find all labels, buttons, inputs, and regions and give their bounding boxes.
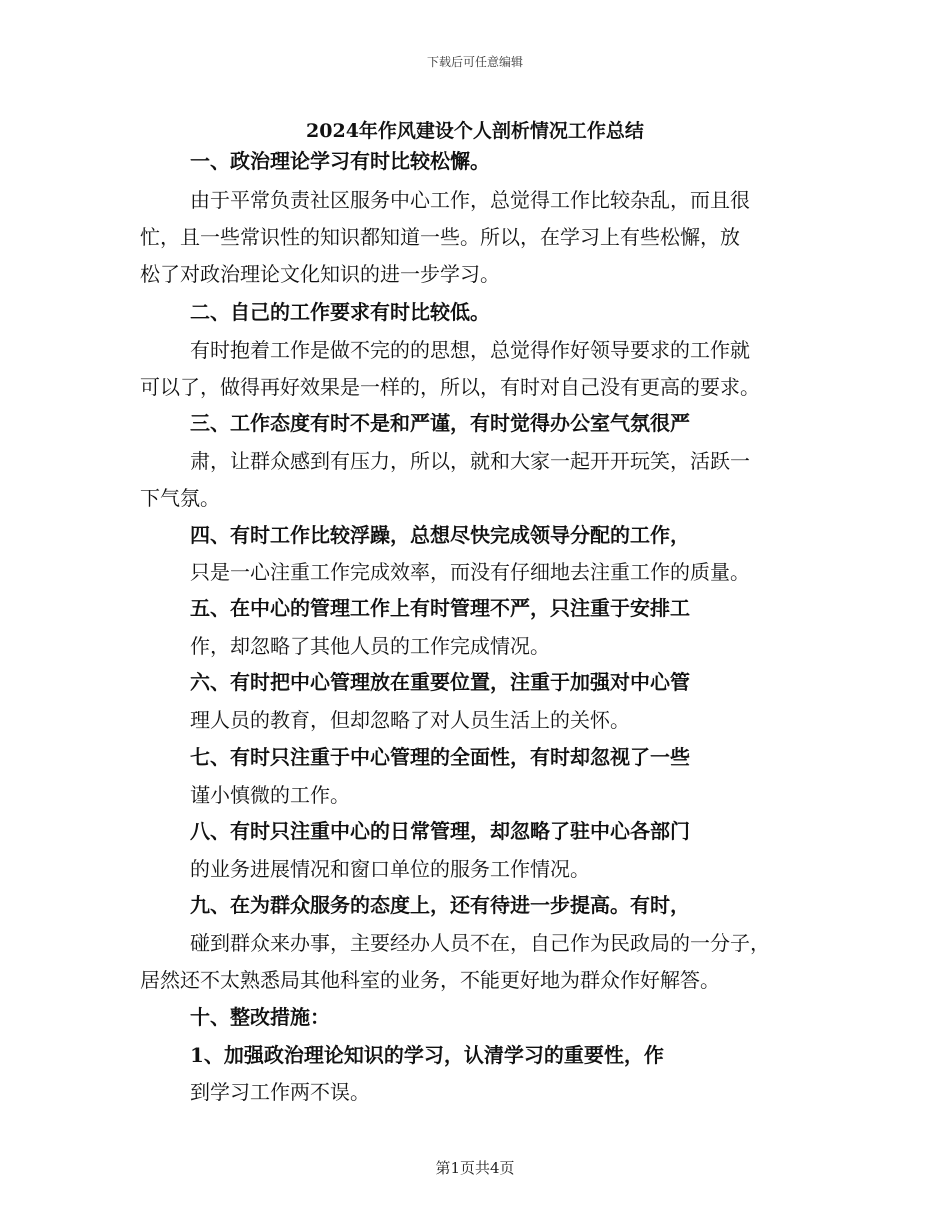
heading-9: 九、在为群众服务的态度上，还有待进一步提高。有时，	[190, 893, 690, 917]
paragraph-line: 有时抱着工作是做不完的的思想，总觉得作好领导要求的工作就	[190, 338, 750, 362]
paragraph-line: 下气氛。	[140, 486, 220, 510]
measure-1-heading: 1、加强政治理论知识的学习，认清学习的重要性，作	[190, 1043, 664, 1067]
paragraph-line: 只是一心注重工作完成效率，而没有仔细地去注重工作的质量。	[190, 560, 750, 584]
paragraph-line: 理人员的教育，但却忽略了对人员生活上的关怀。	[190, 708, 630, 732]
paragraph-line: 作，却忽略了其他人员的工作完成情况。	[190, 634, 550, 658]
heading-1: 一、政治理论学习有时比较松懈。	[190, 149, 490, 173]
heading-3: 三、工作态度有时不是和严谨，有时觉得办公室气氛很严	[190, 411, 690, 435]
heading-5: 五、在中心的管理工作上有时管理不严，只注重于安排工	[190, 596, 690, 620]
document-title: 2024年作风建设个人剖析情况工作总结	[306, 120, 644, 142]
paragraph-line: 谨小慎微的工作。	[190, 783, 350, 807]
page-header-note: 下载后可任意编辑	[426, 55, 523, 69]
paragraph-line: 由于平常负责社区服务中心工作，总觉得工作比较杂乱，而且很	[190, 188, 750, 212]
heading-6: 六、有时把中心管理放在重要位置，注重于加强对中心管	[190, 670, 690, 694]
heading-2: 二、自己的工作要求有时比较低。	[190, 300, 490, 324]
heading-8: 八、有时只注重中心的日常管理，却忽略了驻中心各部门	[190, 819, 690, 843]
paragraph-line: 忙，且一些常识性的知识都知道一些。所以，在学习上有些松懈，放	[140, 225, 740, 249]
paragraph-line: 松了对政治理论文化知识的进一步学习。	[140, 262, 500, 286]
heading-4: 四、有时工作比较浮躁，总想尽快完成领导分配的工作，	[190, 523, 690, 547]
page-number: 第1页共4页	[435, 1159, 515, 1177]
paragraph-line: 可以了，做得再好效果是一样的，所以，有时对自己没有更高的要求。	[140, 375, 760, 399]
paragraph-line: 居然还不太熟悉局其他科室的业务，不能更好地为群众作好解答。	[140, 968, 720, 992]
paragraph-line: 肃，让群众感到有压力，所以，就和大家一起开开玩笑，活跃一	[190, 449, 750, 473]
heading-10: 十、整改措施：	[190, 1005, 330, 1029]
paragraph-line: 到学习工作两不误。	[190, 1080, 370, 1104]
paragraph-line: 的业务进展情况和窗口单位的服务工作情况。	[190, 857, 590, 881]
paragraph-line: 碰到群众来办事，主要经办人员不在，自己作为民政局的一分子，	[190, 931, 770, 955]
heading-7: 七、有时只注重于中心管理的全面性，有时却忽视了一些	[190, 745, 690, 769]
